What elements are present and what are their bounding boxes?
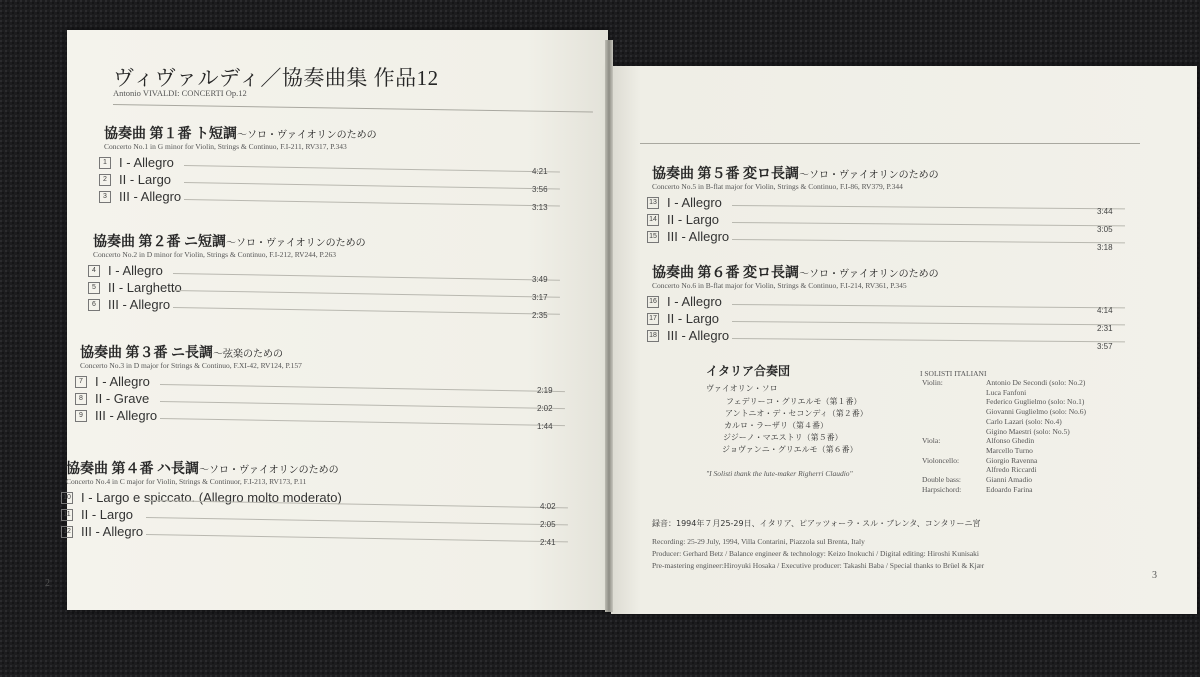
track-name: III - Allegro [667, 328, 730, 343]
soloist-item: ジョヴァンニ・グリエルモ（第６番） [722, 445, 858, 454]
track-number: 14 [647, 214, 659, 226]
track-name: I - Allegro [119, 155, 174, 170]
track-duration: 4:02 [540, 502, 556, 511]
concerto-title [66, 458, 339, 478]
track-number: 7 [75, 376, 87, 388]
concerto-detail-en: Concerto No.2 in D minor for Violin, Strings & Continuo, F.I-212, RV244, P.263 [93, 250, 337, 259]
roster-name: Carlo Lazari (solo: No.4) [986, 416, 1062, 426]
ensemble-name-jp: イタリア合奏団 [706, 364, 791, 378]
roster-role: Violoncello: [922, 455, 960, 465]
track-duration: 2:05 [540, 520, 556, 529]
violin-solo-label: ヴァイオリン・ソロ [706, 384, 778, 393]
track-number: 8 [75, 393, 87, 405]
track-duration: 2:31 [1097, 324, 1113, 333]
ensemble-name-en: I SOLISTI ITALIANI [920, 369, 987, 378]
booklet-spine [605, 40, 613, 612]
roster-name: Antonio De Secondi (solo: No.2) [986, 378, 1086, 387]
roster-name: Luca Fanfoni [986, 387, 1027, 397]
roster-role: Violin: [922, 378, 943, 387]
page-subtitle: Antonio VIVALDI: CONCERTI Op.12 [113, 88, 247, 98]
track-row [99, 189, 181, 204]
roster-name: Gigino Maestri (solo: No.5) [986, 426, 1070, 436]
track-duration: 3:13 [532, 203, 548, 212]
track-number: 12 [61, 526, 73, 538]
concerto-title-jp: 協奏曲 第２番 ニ短調 [93, 235, 226, 250]
track-row [647, 294, 722, 309]
track-duration: 3:56 [532, 185, 548, 194]
track-row [88, 263, 163, 278]
track-row [99, 172, 171, 187]
roster-name: Alfonso Ghedin [986, 436, 1035, 446]
track-number: 4 [88, 265, 100, 277]
track-row [88, 297, 170, 312]
track-row [647, 212, 719, 227]
track-number: 17 [647, 313, 659, 325]
right-top-rule [640, 143, 1140, 144]
track-name: II - Largo [667, 212, 720, 227]
roster-name: Marcello Turno [986, 445, 1033, 455]
track-number: 2 [99, 174, 111, 186]
track-row [647, 229, 729, 244]
track-name: II - Largo [81, 507, 134, 522]
recording-jp: 録音：1994年７月25-29日、イタリア、ピアッツォーラ・スル・ブレンタ、コンタリーニ宮 [652, 519, 981, 528]
track-row [88, 280, 182, 295]
track-duration: 1:44 [537, 422, 553, 431]
track-name: III - Allegro [119, 189, 182, 204]
track-number: 11 [61, 509, 73, 521]
track-number: 3 [99, 191, 111, 203]
roster-name: Federico Guglielmo (solo: No.1) [986, 397, 1085, 407]
credit-line: Recording: 25-29 July, 1994, Villa Contarini, Piazzola sul Brenta, Italy [652, 537, 865, 546]
track-row [647, 311, 719, 326]
concerto-detail-en: Concerto No.4 in C major for Violin, Strings & Continuor, F.I-213, RV173, P.11 [66, 477, 307, 486]
concerto-title-jp: 協奏曲 第４番 ハ長調 [66, 462, 199, 477]
concerto-title [104, 123, 377, 143]
concerto-detail-en: Concerto No.1 in G minor for Violin, Strings & Continuo, F.I-211, RV317, P.343 [104, 142, 347, 151]
track-number: 6 [88, 299, 100, 311]
track-name: II - Largo [667, 311, 720, 326]
soloist-item: フェデリーコ・グリエルモ（第１番） [726, 397, 862, 406]
concerto-title-jp: 協奏曲 第６番 変ロ長調 [652, 266, 799, 281]
roster-role: Viola: [922, 436, 941, 446]
concerto-subtitle-jp: ～ソロ・ヴァイオリンのための [799, 170, 939, 181]
roster-name: Giovanni Guglielmo (solo: No.6) [986, 407, 1086, 417]
credit-line: Producer: Gerhard Betz / Balance engineer & technology: Keizo Inokuchi / Digital editing: Hiroshi Kunisaki [652, 549, 979, 558]
soloist-item: カルロ・ラーザリ（第４番） [724, 421, 828, 430]
track-duration: 4:14 [1097, 306, 1113, 315]
thanks-note: "I Solisti thank the lute-maker Righerri Claudio" [706, 469, 853, 478]
track-name: I - Allegro [667, 195, 722, 210]
track-row [647, 328, 729, 343]
concerto-detail-en: Concerto No.3 in D major for Strings & Continuo, F.XI-42, RV124, P.157 [80, 361, 302, 370]
concerto-title [652, 163, 939, 183]
track-row [75, 408, 157, 423]
concerto-subtitle-jp: ～弦楽のための [213, 349, 283, 360]
track-duration: 2:35 [532, 311, 548, 320]
concerto-subtitle-jp: ～ソロ・ヴァイオリンのための [199, 465, 339, 476]
page-number-right: 3 [1152, 570, 1157, 581]
concerto-title [80, 342, 283, 362]
track-name: I - Allegro [667, 294, 722, 309]
concerto-detail-en: Concerto No.6 in B-flat major for Violin, Strings & Continuo, F.I-214, RV361, P.345 [652, 281, 907, 290]
concerto-title-jp: 協奏曲 第５番 変ロ長調 [652, 167, 799, 182]
concerto-subtitle-jp: ～ソロ・ヴァイオリンのための [799, 269, 939, 280]
page-title: ヴィヴァルディ／協奏曲集 作品12 [113, 66, 439, 90]
track-name: III - Allegro [667, 229, 730, 244]
concerto-title-jp: 協奏曲 第１番 ト短調 [104, 127, 237, 142]
track-row [75, 391, 149, 406]
track-duration: 4:21 [532, 167, 548, 176]
track-name: II - Larghetto [108, 280, 182, 295]
soloist-item: ジジーノ・マエストリ（第５番） [723, 433, 843, 442]
track-name: III - Allegro [95, 408, 158, 423]
track-duration: 2:19 [537, 386, 553, 395]
soloist-item: アントニオ・デ・セコンディ（第２番） [725, 409, 868, 418]
roster-name: Gianni Amadio [986, 475, 1033, 484]
roster-name: Giorgio Ravenna [986, 455, 1038, 465]
track-number: 1 [99, 157, 111, 169]
track-name: III - Allegro [108, 297, 171, 312]
roster-name: Edoardo Farina [986, 484, 1033, 494]
track-number: 15 [647, 231, 659, 243]
concerto-title [652, 262, 939, 282]
concerto-subtitle-jp: ～ソロ・ヴァイオリンのための [237, 130, 377, 141]
concerto-title-jp: 協奏曲 第３番 ニ長調 [80, 346, 213, 361]
track-duration: 2:41 [540, 538, 556, 547]
track-number: 13 [647, 197, 659, 209]
track-name: III - Allegro [81, 524, 144, 539]
track-duration: 3:05 [1097, 225, 1113, 234]
track-row [647, 195, 722, 210]
roster-role: Double bass: [922, 475, 961, 484]
track-name: I - Allegro [95, 374, 150, 389]
roster-role: Harpsichord: [922, 484, 962, 494]
track-row [99, 155, 174, 170]
track-duration: 2:02 [537, 404, 553, 413]
track-duration: 3:17 [532, 293, 548, 302]
track-name: I - Allegro [108, 263, 163, 278]
track-duration: 3:44 [1097, 207, 1113, 216]
track-name: II - Grave [95, 391, 150, 406]
track-name: II - Largo [119, 172, 172, 187]
track-number: 10 [61, 492, 73, 504]
track-name: I - Largo e spiccato. (Allegro molto moderato) [81, 490, 342, 505]
track-duration: 3:18 [1097, 243, 1113, 252]
track-row [61, 507, 133, 522]
track-duration: 3:57 [1097, 342, 1113, 351]
track-number: 16 [647, 296, 659, 308]
track-duration: 3:49 [532, 275, 548, 284]
credit-line: Pre-mastering engineer:Hiroyuki Hosaka / Executive producer: Takashi Baba / Special thanks to Brüel & Kjær [652, 561, 985, 570]
track-row [75, 374, 150, 389]
track-number: 9 [75, 410, 87, 422]
track-row [61, 524, 143, 539]
track-number: 18 [647, 330, 659, 342]
page-number-left: 2 [45, 578, 50, 589]
concerto-subtitle-jp: ～ソロ・ヴァイオリンのための [226, 238, 366, 249]
concerto-detail-en: Concerto No.5 in B-flat major for Violin, Strings & Continuo, F.I-86, RV379, P.344 [652, 182, 903, 191]
roster-name: Alfredo Riccardi [986, 465, 1037, 475]
concerto-title [93, 231, 366, 251]
track-number: 5 [88, 282, 100, 294]
